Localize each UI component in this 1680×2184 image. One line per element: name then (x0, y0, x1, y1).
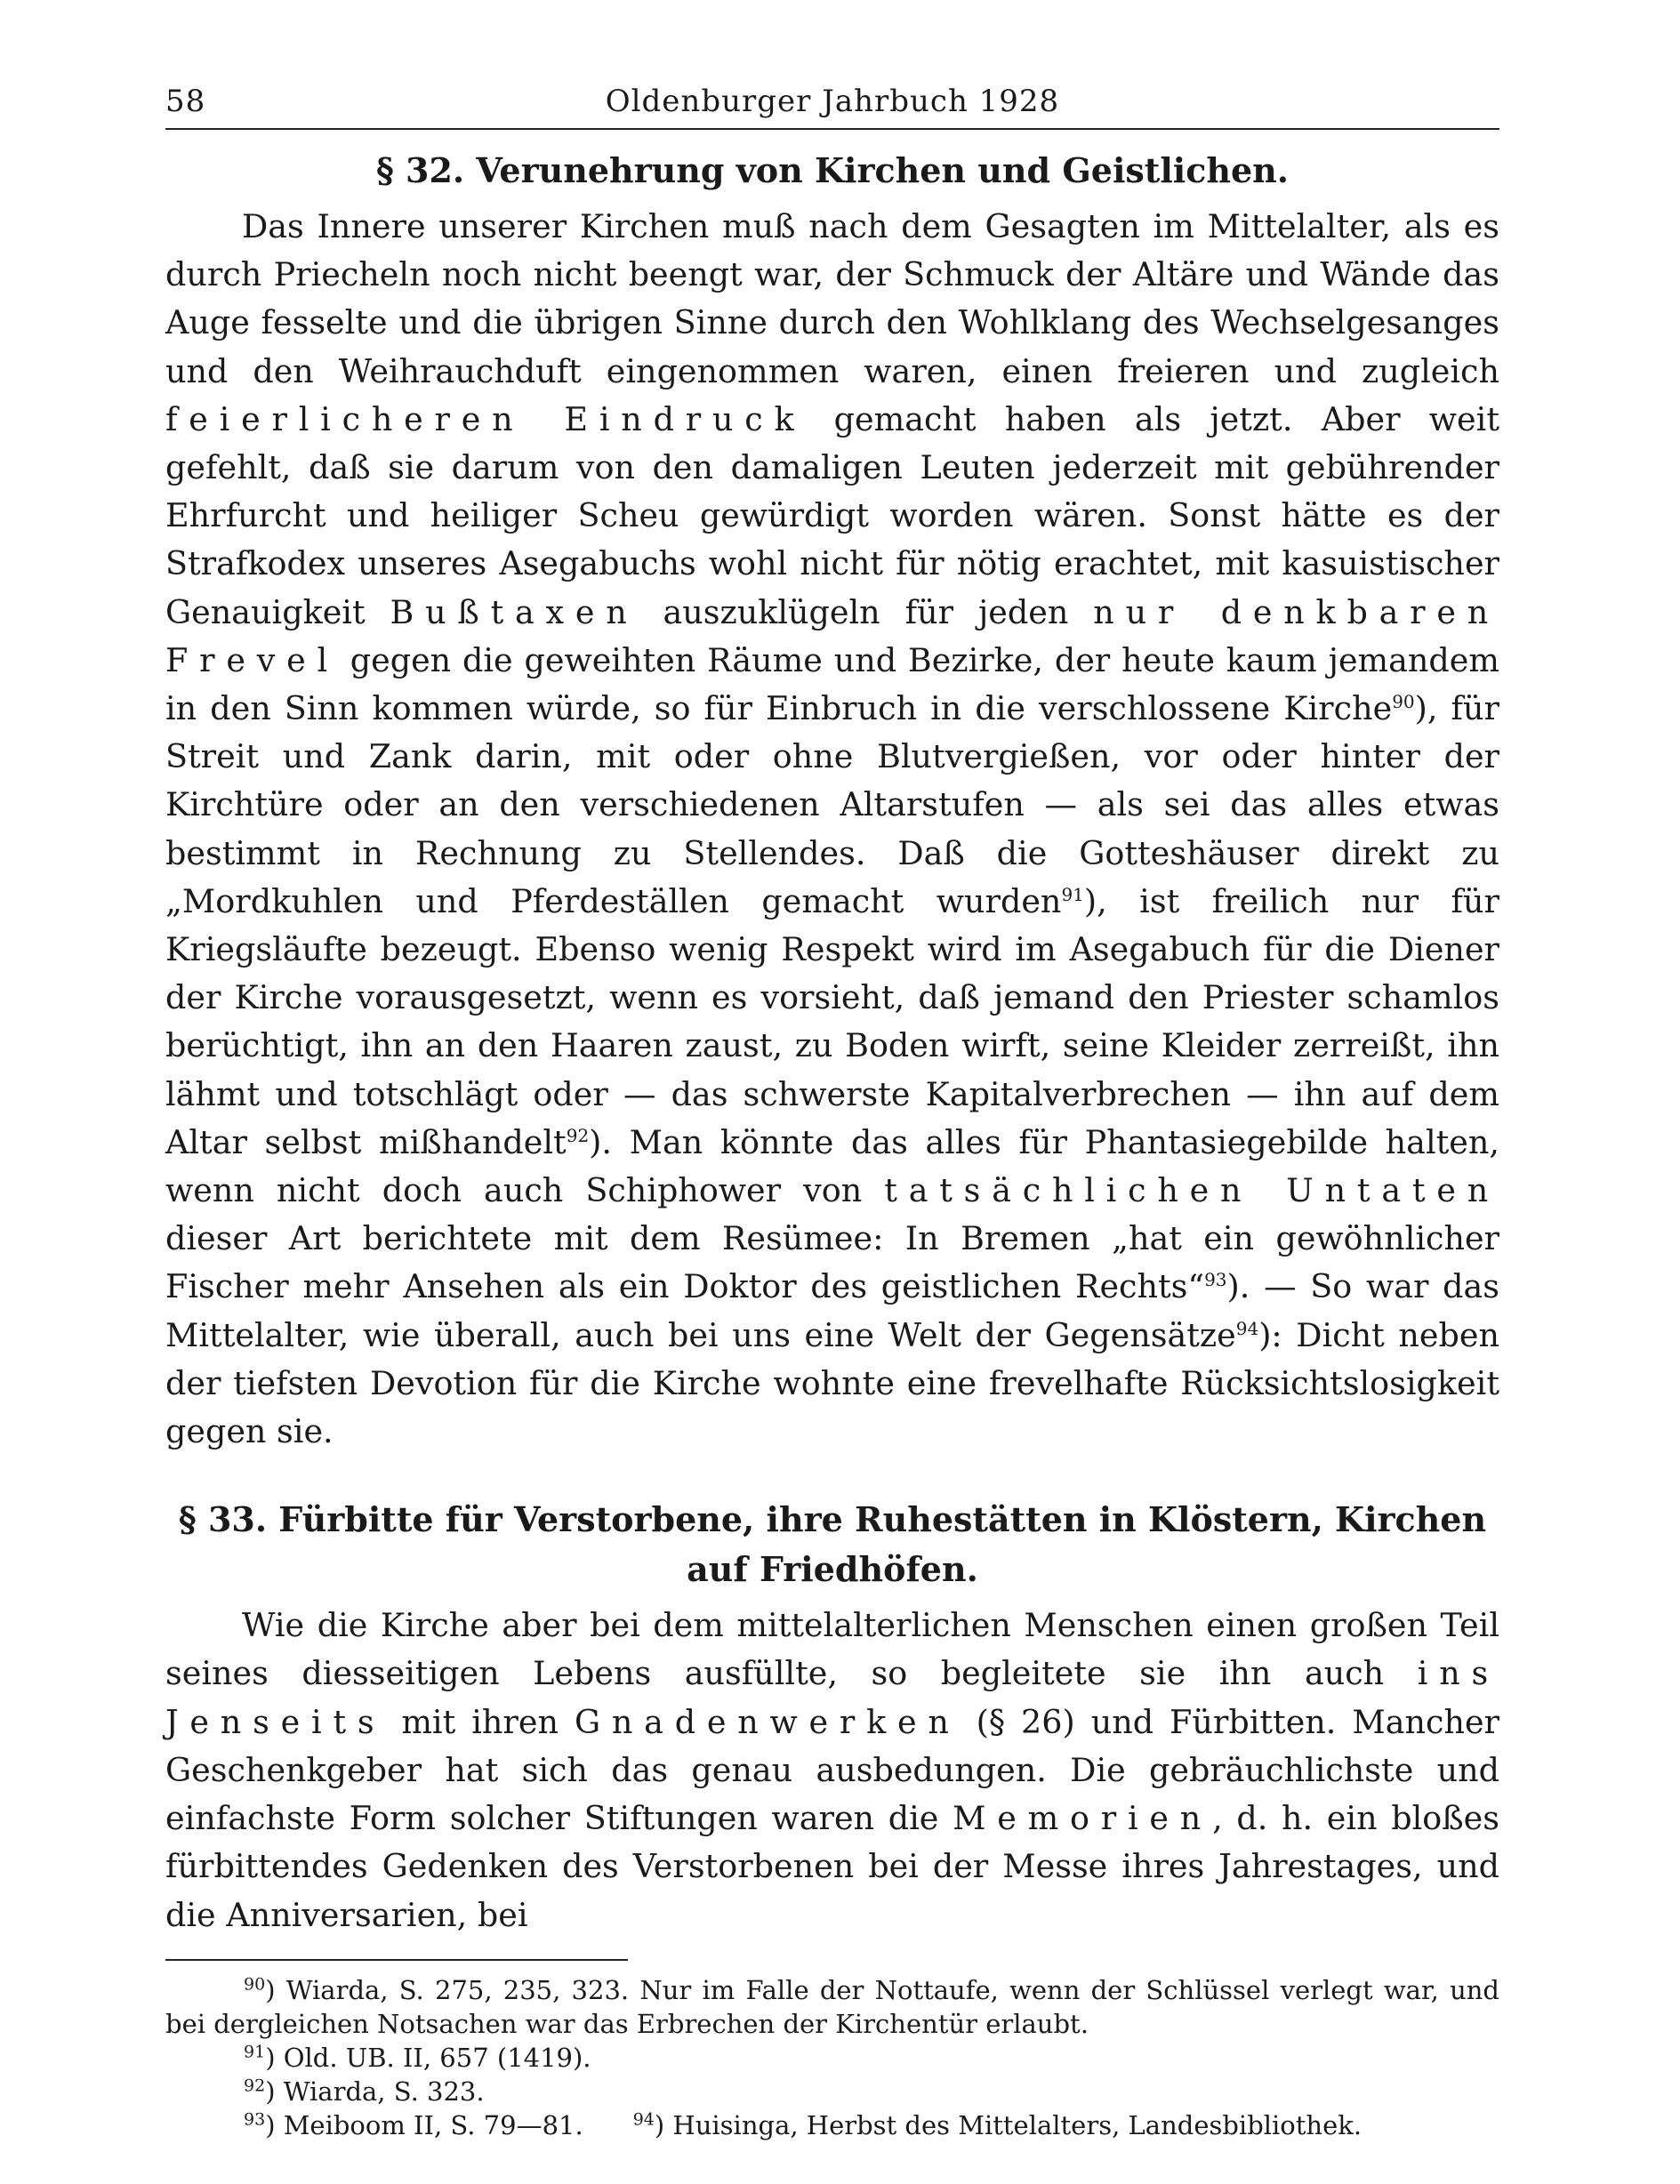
text-run: ). — So war das Mittelalter, wie überall, auch bei uns eine Welt der Gegensätze (165, 1267, 1500, 1354)
footnote-ref-91[interactable]: 91 (1061, 883, 1084, 905)
footnote-text: ) Huisinga, Herbst des Mittelalters, Landesbibliothek. (654, 2109, 1362, 2140)
text-run: ), ist freilich nur für Kriegsläufte bezeugt. Ebenso wenig Respekt wird im Asegabuch für die Diener der Kirche vorausgesetzt, wenn es vorsieht, daß jemand den Priester schamlos berüchtigt, ihn an den Haaren zaust, zu Boden wirft, seine Kleider zerreißt, ihn lähmt und totschlägt oder — das schwerste Kapitalverbrechen — ihn auf dem Altar selbst mißhandelt (165, 881, 1499, 1161)
footnote-93 (244, 2108, 583, 2142)
spaced-emphasis: Gnadenwerken (574, 1702, 961, 1741)
section-32-paragraph (165, 203, 1499, 1456)
footnote-text: ) Wiarda, S. 275, 235, 323. Nur im Falle der Nottaufe, wenn der Schlüssel verlegt war, und bei dergleichen Notsachen war das Erbrechen der Kirchentür erlaubt. (165, 1974, 1499, 2039)
footnotes (165, 1973, 1499, 2142)
header-rule (165, 128, 1499, 130)
footnote-ref-90[interactable]: 90 (1392, 690, 1415, 712)
footnote-rule (165, 1959, 628, 1961)
footnote-ref-92[interactable]: 92 (566, 1124, 590, 1146)
spaced-emphasis: feierlicheren Eindruck (165, 399, 806, 438)
footnote-94 (633, 2108, 1362, 2142)
footnote-text: ) Wiarda, S. 323. (265, 2076, 485, 2107)
running-head (165, 78, 1499, 124)
section-33-title (165, 1495, 1499, 1594)
text-run: ). Man könnte das alles für Phantasiegebilde halten, wenn nicht doch auch Schiphower von (165, 1122, 1499, 1210)
text-run: dieser Art berichtete mit dem Resümee: In Bremen „hat ein gewöhnlicher Fischer mehr Ansehen als ein Doktor des geistlichen Rechts“ (165, 1219, 1499, 1306)
footnote-mark: 90 (244, 1974, 266, 1995)
footnote-91 (165, 2041, 1499, 2075)
section-33-title-line1: § 33. Fürbitte für Verstorbene, ihre Ruhestätten in Klöstern, Kirchen (178, 1499, 1487, 1540)
footnote-mark: 93 (244, 2109, 266, 2130)
spaced-emphasis: Memorien (953, 1799, 1213, 1838)
footnote-92 (165, 2075, 1499, 2108)
text-run: (§ 26) und Fürbitten. Mancher Geschenkgeber hat sich das genau ausbedungen. Die gebräuchlichste und einfachste Form solcher Stiftungen waren die (165, 1702, 1500, 1838)
footnote-mark: 91 (244, 2042, 266, 2062)
footnote-text: ) Meiboom II, S. 79—81. (265, 2109, 583, 2140)
text-run: gegen die geweihten Räume und Bezirke, der heute kaum jemandem in den Sinn kommen würde, so für Einbruch in die verschlossene Kirche (165, 640, 1499, 728)
spaced-emphasis: nur denkbaren Frevel (165, 592, 1500, 679)
footnote-mark: 92 (244, 2076, 266, 2096)
footnote-row-93-94 (165, 2108, 1499, 2142)
section-33-title-line2: auf Friedhöfen. (687, 1549, 978, 1590)
text-run: Wie die Kirche aber bei dem mittelalterlichen Menschen einen großen Teil seines diesseitigen Lebens ausfüllte, so begleitete sie ihn auch (165, 1606, 1499, 1693)
text-run: mit ihren (385, 1702, 575, 1741)
text-run: , d. h. ein bloßes fürbittendes Gedenken des Verstorbenen bei der Messe ihres Jahrestages, und die Anniversarien, bei (165, 1799, 1499, 1934)
text-run: ), für Streit und Zank darin, mit oder ohne Blutvergießen, vor oder hinter der Kirchtüre oder an den verschiedenen Altarstufen — als sei das alles etwas bestimmt in Rechnung zu Stellendes. Daß die Gotteshäuser direkt zu „Mordkuhlen und Pferdeställen gemacht wurden (165, 689, 1499, 920)
section-32-title: § 32. Verunehrung von Kirchen und Geistlichen. (375, 150, 1290, 190)
book-page (165, 78, 1499, 2142)
spaced-emphasis: tatsächlichen Untaten (884, 1171, 1499, 1210)
footnote-ref-94[interactable]: 94 (1235, 1317, 1259, 1339)
text-run: gemacht haben als jetzt. Aber weit gefehlt, daß sie darum von den damaligen Leuten jederzeit mit gebührender Ehrfurcht und heiliger Scheu gewürdigt worden wären. Sonst hätte es der Strafkodex unseres Asegabuchs wohl nicht für nötig erachtet, mit kasuistischer Genauigkeit (165, 399, 1499, 631)
footnote-text: ) Old. UB. II, 657 (1419). (265, 2042, 591, 2073)
section-33-paragraph (165, 1602, 1499, 1939)
text-run: ): Dicht neben der tiefsten Devotion für die Kirche wohnte eine frevelhafte Rücksichtslosigkeit gegen sie. (165, 1315, 1499, 1451)
spaced-emphasis: ins Jenseits (165, 1654, 1499, 1741)
footnote-ref-93[interactable]: 93 (1204, 1269, 1227, 1291)
footnote-90 (165, 1973, 1499, 2041)
text-run: auszuklügeln für jeden (638, 592, 1094, 631)
text-run: Das Innere unserer Kirchen muß nach dem Gesagten im Mittelalter, als es durch Priecheln noch nicht beengt war, der Schmuck der Altäre und Wände das Auge fesselte und die übrigen Sinne durch den Wohlklang des Wechselgesanges und den Weihrauchduft eingenommen waren, einen freieren und zugleich (165, 207, 1499, 390)
journal-title: Oldenburger Jahrbuch 1928 (605, 84, 1060, 119)
footnote-mark: 94 (632, 2109, 655, 2130)
spaced-emphasis: Bußtaxen (390, 592, 639, 631)
page-number: 58 (165, 84, 206, 119)
